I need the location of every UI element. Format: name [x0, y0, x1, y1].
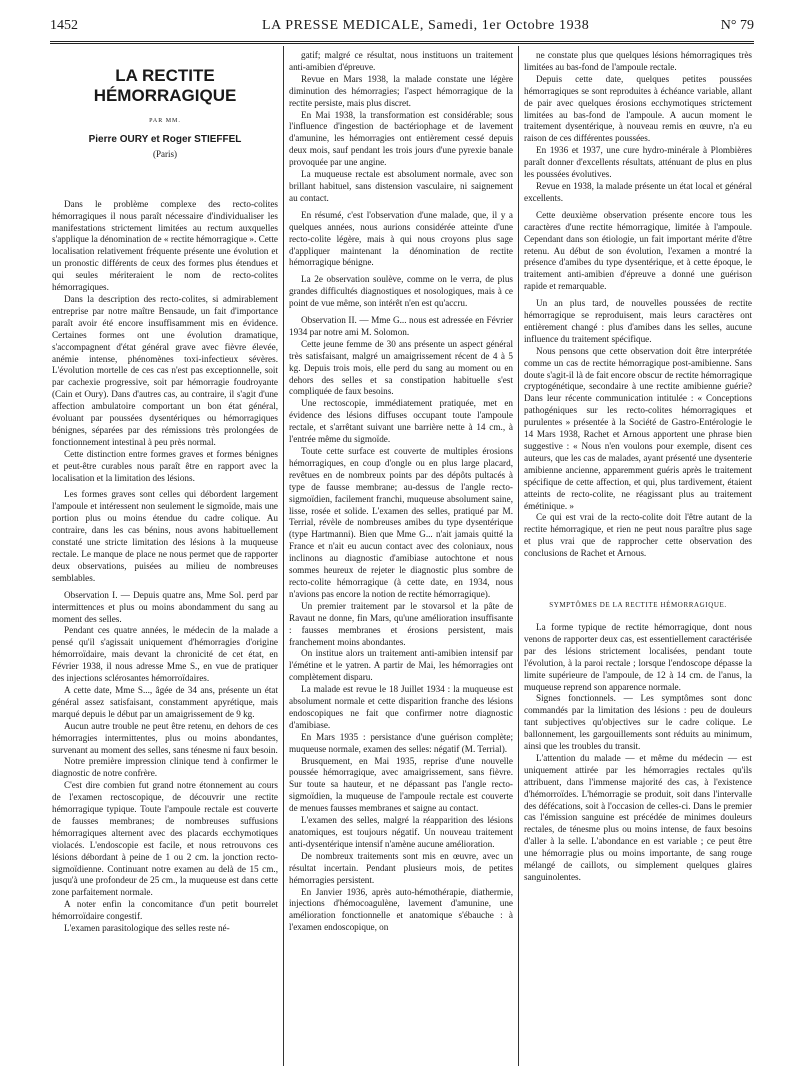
- paragraph: Brusquement, en Mai 1935, reprise d'une nouvelle poussée hémorragique, avec amaigrissement, sans fièvre. Sur toute sa hauteur, et ne dépassant pas l'angle recto-sigmoïdien, la muqueuse de l'ampoule rectale est couverte de menues fausses membranes et saigne au contact.: [289, 755, 513, 814]
- paragraph: Cette distinction entre formes graves et formes bénignes et peut-être curables nous paraît être en rapport avec la localisation et la limitation des lésions.: [52, 448, 278, 483]
- paragraph: ne constate plus que quelques lésions hémorragiques très limitées au bas-fond de l'ampoule rectale.: [524, 50, 752, 72]
- paragraph: L'examen parasitologique des selles reste né-: [64, 923, 230, 934]
- header-rule-double: [50, 43, 754, 44]
- article-authors: Pierre OURY et Roger STIEFFEL: [88, 133, 242, 145]
- paragraph: En Mars 1935 : persistance d'une guérison complète; muqueuse normale, examen des selles: négatif (M. Terrial).: [289, 731, 513, 754]
- paragraph: De nombreux traitements sont mis en œuvre, avec un résultat incertain. Pendant plusieurs mois, de petites hémorragies persistent.: [289, 850, 513, 885]
- paragraph: On institue alors un traitement anti-amibien intensif par l'émétine et le yatren. A partir de Mai, les hémorragies ont complètement disparu.: [289, 648, 513, 683]
- paragraph: Depuis cette date, quelques petites poussées hémorragiques se sont reproduites à échéance variable, allant de pair avec quelques érosions ecchymotiques strictement limitées au bas-fond de l'ampoule. A aucun moment le traitement dysentérique, à nouveau remis en œuvre, n'a eu raison de ces différentes poussées.: [524, 73, 752, 144]
- paragraph: En résumé, c'est l'observation d'une malade, que, il y a quelques années, nous aurions considérée atteinte d'une recto-colite légère, mais à qui nous croyons plus sage d'appliquer maintenant la dénomination de rectite hémorragique bénigne.: [289, 209, 513, 268]
- article-title: LA RECTITE HÉMORRAGIQUE: [93, 66, 237, 105]
- paragraph: Dans le problème complexe des recto-colites hémorragiques il nous paraît nécessaire d'individualiser les manifestations strictement limitées au rectum auxquelles s'applique la dénomination de « rectite hémorragique ». Cette localisation relativement fréquente présente une évolution et un pronostic différents de ceux des formes plus étendues et qui seules mériteraient le nom de recto-colites hémorragiques.: [52, 198, 278, 293]
- journal-title: LA PRESSE MEDICALE, Samedi, 1er Octobre 1938: [262, 18, 590, 33]
- article-par: PAR MM.: [149, 118, 181, 124]
- paragraph: La 2e observation soulève, comme on le verra, de plus grandes difficultés diagnostiques et nosologiques, mais à ce point de vue même, son intérêt n'en est qu'accru.: [289, 274, 513, 309]
- paragraph: La muqueuse rectale est absolument normale, avec son brillant habituel, sans distension vasculaire, ni saignement au contact.: [289, 169, 513, 203]
- column-divider: [518, 46, 519, 1066]
- paragraph: Un premier traitement par le stovarsol et la pâte de Ravaut ne donne, fin Mars, qu'une amélioration insuffisante : fausses membranes et érosions persistent, mais franchement moins abondantes.: [289, 600, 513, 647]
- observation-heading-paragraph: Observation II. — Mme G... nous est adressée en Février 1934 par notre ami M. Solomon.: [289, 315, 513, 337]
- paragraph: Cette jeune femme de 30 ans présente un aspect général très satisfaisant, malgré un amaigrissement récent de 4 à 5 kg. Depuis trois mois, elle perd du sang au moment ou en dehors des selles et sa constipation habituelle s'est compliquée de faux besoins.: [289, 338, 513, 397]
- page-number: 1452: [50, 18, 78, 33]
- paragraph: Une rectoscopie, immédiatement pratiquée, met en évidence des lésions diffuses occupant toute l'ampoule rectale, et s'arrêtant suivant une barrière nette à 14 cm., à l'entrée même du sigmoïde.: [289, 398, 513, 445]
- paragraph: Un an plus tard, de nouvelles poussées de rectite hémorragique se reproduisent, mais leurs caractères ont entièrement changé : plus d'amibes dans les selles, aucune influence du traitement spécifique.: [524, 298, 752, 344]
- paragraph: L'attention du malade — et même du médecin — est uniquement attirée par les hémorragies rectales qu'ils attribuent, dans l'immense majorité des cas, à l'existence d'hémorroïdes. L'hémorragie se produit, soit dans l'intervalle des défécations, soit à l'occasion de celles-ci. Dans le premier cas l'émission sanguine est précédée de minimes douleurs rectales, de ténesme plus ou moins intense, de faux besoins d'aller à la selle. L'abondance en est variable ; ce peut être une hémorragie plus ou moins importante, de sang rouge mélangé de caillots, ou simplement quelques glaires sanguinolentes.: [524, 752, 752, 882]
- paragraph: En Janvier 1936, après auto-hémothérapie, diathermie, injections d'hémocoagulène, lavement d'amunine, une amélioration fonctionnelle et anatomique s'ébauche : à l'examen endoscopique, on: [289, 886, 513, 933]
- column-divider: [283, 46, 284, 1066]
- paragraph: C'est dire combien fut grand notre étonnement au cours de l'examen rectoscopique, de découvrir une rectite hémorragique typique. Toute l'ampoule rectale est couverte de fausses membranes; de nombreuses suffusions hémorragiques alternent avec des placards ecchymotiques violacés. L'endoscopie est facile, et nous retrouvons ces lésions débordant à peine de 1 ou 2 cm. la jonction recto-sigmoïdienne. Continuant notre examen au delà de 15 cm., jusqu'à une profondeur de 25 cm., la muqueuse est dans cette zone parfaitement normale.: [52, 780, 278, 898]
- paragraph: Revue en Mars 1938, la malade constate une légère diminution des hémorragies; l'aspect hémorragique de la rectite persiste, mais plus discret.: [289, 73, 513, 108]
- article-affiliation: (Paris): [153, 148, 177, 159]
- paragraph: En 1936 et 1937, une cure hydro-minérale à Plombières paraît donner d'excellents résultats, atténuant de plus en plus les poussées évolutives.: [524, 145, 752, 180]
- paragraph: Nous pensons que cette observation doit être interprétée comme un cas de rectite hémorragique post-amibienne. Sans doute s'agit-il là de fait encore obscur de rectite hémorragique cryptogénétique, secondaire à une rectite amibienne guérie? Dans leur récente communication intitulée : « Conceptions pathogéniques sur les recto-colites hémorragiques et purulentes » présentée à la Société de Gastro-Entérologie le 14 Mars 1938, Rachet et Arnous apportent une phrase bien suggestive : « Nous n'en voulons pour exemple, disent ces auteurs, que les cas de malades, ayant présenté une dysenterie amibienne ancienne, apparemment guéris après le traitement spécifique de cette affection, et qui, plus tardivement, étaient atteints de recto-colite, ne réagissant plus au traitement émétinique. »: [524, 345, 752, 511]
- column-2: [289, 50, 513, 1070]
- paragraph: Signes fonctionnels. — Les symptômes sont donc commandés par la limitation des lésions : peu de douleurs tant subjectives qu'objectives sur le cadre colique. Le ballonnement, les gargouillements sont réduits au minimum, ainsi que les troubles du transit.: [524, 693, 752, 752]
- paragraph: L'examen des selles, malgré la réapparition des lésions anatomiques, est toujours négatif. Un nouveau traitement anti-dysentérique intensif n'amène aucune amélioration.: [289, 815, 513, 849]
- header-rule: [50, 41, 754, 42]
- paragraph: Notre première impression clinique tend à confirmer le diagnostic de notre confrère.: [52, 756, 278, 779]
- section-heading: SYMPTÔMES DE LA RECTITE HÉMORRAGIQUE.: [549, 601, 727, 610]
- paragraph: En Mai 1938, la transformation est considérable; sous l'influence d'ingestion de bactériophage et de lavement d'amunine, les hémorragies ont entièrement cessé depuis deux mois, sauf pendant les trois jours d'une pyrexie banale provoquée par une angine.: [289, 109, 513, 168]
- column-1: [52, 50, 278, 1070]
- paragraph: gatif; malgré ce résultat, nous instituons un traitement anti-amibien d'épreuve.: [289, 50, 513, 72]
- paragraph: Les formes graves sont celles qui débordent largement l'ampoule et intéressent non seulement le sigmoïde, mais une portion plus ou moins étendue du cadre colique. Au contraire, dans les cas bénins, nous avons habituellement constaté une stricte limitation des lésions à la muqueuse rectale. Le manque de place ne nous permet que de rapporter deux observations, puisées au milieu de nombreuses semblables.: [52, 489, 278, 583]
- issue-number: N° 79: [720, 18, 754, 33]
- paragraph: La malade est revue le 18 Juillet 1934 : la muqueuse est absolument normale et cette disparition franche des lésions endoscopiques ne fait que confirmer notre diagnostic d'amibiase.: [289, 684, 513, 730]
- paragraph: A cette date, Mme S..., âgée de 34 ans, présente un état général assez satisfaisant, constamment apyrétique, mais marqué depuis le début par un amaigrissement de 9 kg.: [52, 684, 278, 719]
- paragraph: Revue en 1938, la malade présente un état local et général excellents.: [524, 180, 752, 203]
- observation-heading-paragraph: Observation I. — Depuis quatre ans, Mme Sol. perd par intermittences et plus ou moins abondamment du sang au moment des selles.: [52, 589, 278, 624]
- paragraph: Toute cette surface est couverte de multiples érosions hémorragiques, en coup d'ongle ou en plus large placard, revêtues en de nombreux points par des dépôts pultacés à type de fausse membrane; au-dessus de l'angle recto-sigmoïdien, facilement franchi, muqueuse absolument saine, lisse, rosée et solide. L'examen des selles, pratiqué par M. Terrial, révèle de nombreuses amibes du type dysentérique (type Hartmanni). Bien que Mme G... n'ait jamais quitté la France et n'ait eu aucun contact avec des coloniaux, nous inclinons au diagnostic d'amibiase autochtone et nous sommes heureux de rejeter le diagnostic plus sombre de recto-colite hémorragique (à cette date, en 1934, nous n'avions pas encore la notion de rectite hémorragique).: [289, 446, 513, 599]
- paragraph: Dans la description des recto-colites, si admirablement entreprise par notre maître Bensaude, un fait d'importance paraît avoir été encore insuffisamment mis en évidence. Certaines formes ont une évolution dramatique, s'accompagnent d'état général grave avec fièvre élevée, anémie intense, phénomènes toxi-infectieux sévères. L'évolution mortelle de ces cas n'est pas exceptionnelle, soit par cachexie progressive, soit par hémorragie foudroyante (Cain et Oury). Dans d'autres cas, au contraire, il s'agit d'une affection ambulatoire comportant un bon état général, évoluant par poussées dysentériques ou hémorragiques bénignes, séparées par des rémissions très prolongées de fonctionnement intestinal à peu près normal.: [52, 293, 278, 447]
- paragraph: Cette deuxième observation présente encore tous les caractères d'une rectite hémorragique, limitée à l'ampoule. Cependant dans son étiologie, un fait important mérite d'être retenu. Au début de son évolution, l'examen a montré la présence d'amibes du type dysentérique, et à cette époque, le traitement anti-amibien d'épreuve a donné une guérison rapide et remarquable.: [524, 209, 752, 292]
- paragraph: Ce qui est vrai de la recto-colite doit l'être autant de la rectite hémorragique, et rien ne peut nous paraître plus sage et plus vrai que de rapprocher cette observation des conclusions de Rachet et Arnous.: [524, 512, 752, 559]
- paragraph: Pendant ces quatre années, le médecin de la malade a pensé qu'il s'agissait uniquement d'hémorragies d'origine hémorroïdaire, mais devant la chronicité de cet état, en Février 1938, il nous adresse Mme S., en vue de pratiquer des injections sclérosantes hémorroïdaires.: [52, 625, 278, 684]
- paragraph: Aucun autre trouble ne peut être retenu, en dehors de ces hémorragies intermittentes, plus ou moins abondantes, survenant au moment des selles, sans ténesme ni faux besoin.: [52, 720, 278, 755]
- paragraph: La forme typique de rectite hémorragique, dont nous venons de rapporter deux cas, est essentiellement caractérisée par des lésions strictement localisées, pendant toute l'évolution, à la paroi rectale ; lorsque l'endoscope dépasse la limite supérieure de l'ampoule, de 12 à 14 cm. de l'anus, la muqueuse reprend son apparence normale.: [524, 621, 752, 692]
- paragraph: A noter enfin la concomitance d'un petit bourrelet hémorroïdaire congestif.: [52, 899, 278, 922]
- column-3: [524, 50, 752, 1070]
- page-header: [50, 18, 754, 36]
